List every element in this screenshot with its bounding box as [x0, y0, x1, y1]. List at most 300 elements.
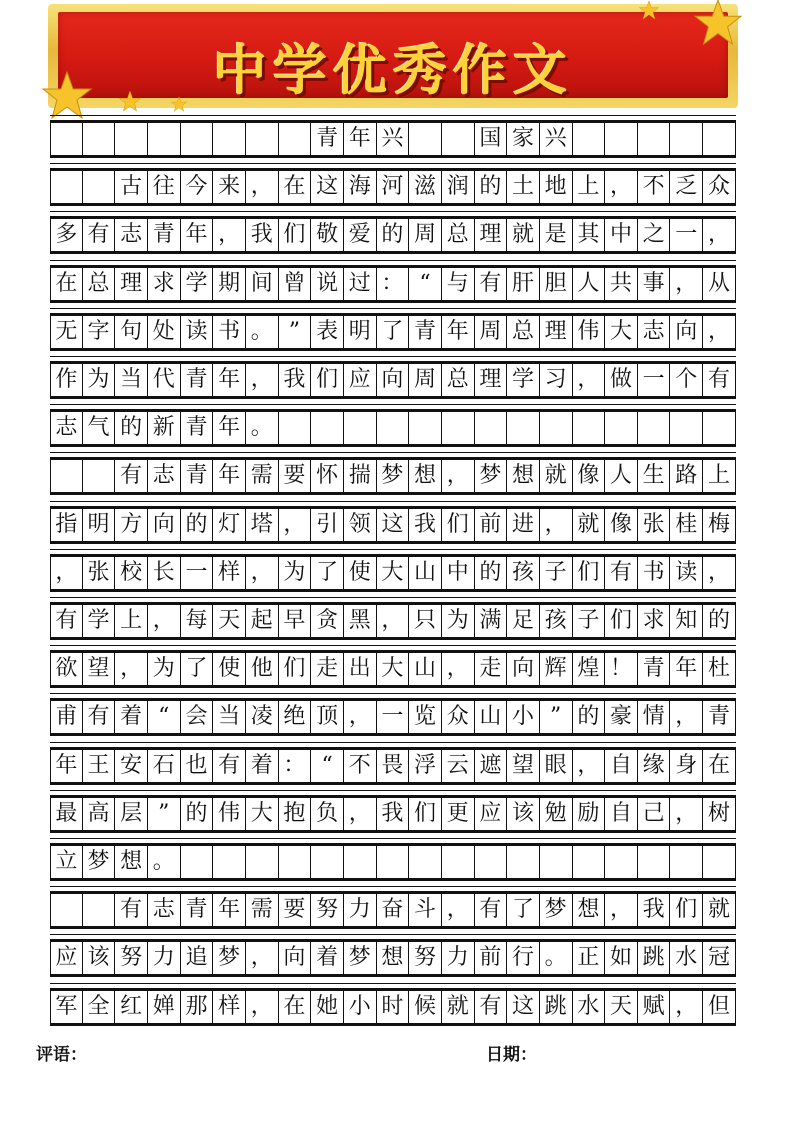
grid-cell: 辉 [540, 653, 573, 685]
grid-cell: ， [540, 509, 573, 541]
grid-cell: 领 [344, 509, 377, 541]
grid-cell: 山 [409, 653, 442, 685]
grid-cell: 上 [573, 171, 606, 203]
grid-cell: 怀 [311, 460, 344, 492]
grid-cell: 伟 [573, 316, 606, 348]
grid-cell [83, 460, 116, 492]
grid-cell: 读 [670, 557, 703, 589]
grid-cell: 浮 [409, 750, 442, 782]
grid-cell: 年 [442, 316, 475, 348]
grid-cell: 励 [573, 798, 606, 830]
grid-cell: 们 [279, 219, 312, 251]
grid-cell: 路 [670, 460, 703, 492]
grid-cell: 中 [442, 557, 475, 589]
grid-cell: 们 [279, 653, 312, 685]
grid-row [50, 795, 736, 833]
grid-cell: 力 [344, 894, 377, 926]
grid-row [50, 120, 736, 158]
grid-cell [50, 460, 83, 492]
grid-cell: 为 [83, 364, 116, 396]
grid-cell: 向 [670, 316, 703, 348]
grid-cell: 了 [311, 557, 344, 589]
grid-cell: 青 [181, 894, 214, 926]
grid-cell: 该 [83, 942, 116, 974]
grid-cell: 了 [377, 316, 410, 348]
grid-cell: 在 [279, 171, 312, 203]
grid-cell: 人 [573, 268, 606, 300]
grid-cell: 气 [83, 412, 116, 444]
grid-cell: 婵 [148, 991, 181, 1023]
grid-cell [670, 412, 703, 444]
grid-cell: 间 [246, 268, 279, 300]
grid-cell: 周 [409, 364, 442, 396]
grid-cell: 贪 [311, 605, 344, 637]
grid-cell [377, 846, 410, 878]
grid-cell: 时 [377, 991, 410, 1023]
grid-cell: 大 [605, 316, 638, 348]
grid-cell: 这 [377, 509, 410, 541]
grid-cell: 志 [115, 219, 148, 251]
grid-cell: 样 [213, 557, 246, 589]
grid-cell: 这 [311, 171, 344, 203]
grid-cell: 了 [181, 653, 214, 685]
grid-cell: 应 [50, 942, 83, 974]
grid-cell: 来 [213, 171, 246, 203]
grid-cell: 校 [115, 557, 148, 589]
grid-cell [703, 123, 736, 155]
grid-cell: 求 [148, 268, 181, 300]
grid-cell: 跳 [540, 991, 573, 1023]
grid-cell: 们 [442, 509, 475, 541]
grid-cell: 云 [442, 750, 475, 782]
grid-cell: ， [573, 750, 606, 782]
grid-cell [83, 894, 116, 926]
grid-cell: ， [246, 557, 279, 589]
grid-cell: 国 [475, 123, 508, 155]
grid-cell: 豪 [605, 701, 638, 733]
grid-cell: 年 [213, 460, 246, 492]
grid-cell: ” [540, 701, 573, 733]
grid-cell [181, 846, 214, 878]
grid-cell: 学 [507, 364, 540, 396]
grid-cell: 情 [638, 701, 671, 733]
grid-cell: ， [246, 171, 279, 203]
grid-cell [507, 846, 540, 878]
grid-cell: ， [703, 219, 736, 251]
grid-cell: 该 [507, 798, 540, 830]
grid-cell: 说 [311, 268, 344, 300]
grid-cell: 向 [377, 364, 410, 396]
grid-cell: 走 [475, 653, 508, 685]
grid-cell: 子 [573, 605, 606, 637]
grid-cell: 爱 [344, 219, 377, 251]
grid-cell: 候 [409, 991, 442, 1023]
grid-cell: 。 [148, 846, 181, 878]
grid-cell [83, 123, 116, 155]
grid-cell: 理 [475, 364, 508, 396]
grid-cell: 明 [83, 509, 116, 541]
grid-cell: 有 [475, 268, 508, 300]
grid-cell: 无 [50, 316, 83, 348]
grid-cell: 我 [246, 219, 279, 251]
grid-cell: 遮 [475, 750, 508, 782]
grid-cell: 就 [703, 894, 736, 926]
grid-cell: 求 [638, 605, 671, 637]
grid-cell: 胆 [540, 268, 573, 300]
grid-cell: 绝 [279, 701, 312, 733]
date-label: 日期： [486, 1045, 537, 1065]
grid-cell: 在 [279, 991, 312, 1023]
grid-cell: 学 [181, 268, 214, 300]
grid-cell: 梦 [475, 460, 508, 492]
grid-cell: ， [50, 557, 83, 589]
grid-cell: ， [670, 991, 703, 1023]
grid-cell: 着 [246, 750, 279, 782]
grid-cell: 最 [50, 798, 83, 830]
grid-cell [213, 846, 246, 878]
grid-cell: 不 [344, 750, 377, 782]
grid-cell: 做 [605, 364, 638, 396]
grid-cell: 总 [83, 268, 116, 300]
grid-cell [148, 123, 181, 155]
grid-cell: 古 [115, 171, 148, 203]
grid-cell: 有 [83, 219, 116, 251]
grid-cell: 滋 [409, 171, 442, 203]
grid-cell [213, 123, 246, 155]
grid-cell [605, 412, 638, 444]
grid-cell: 只 [409, 605, 442, 637]
grid-cell: 有 [475, 894, 508, 926]
grid-cell: 多 [50, 219, 83, 251]
grid-cell [83, 171, 116, 203]
grid-row [50, 409, 736, 447]
grid-cell: ” [148, 798, 181, 830]
grid-cell: 也 [181, 750, 214, 782]
grid-cell: 一 [377, 701, 410, 733]
grid-cell: 在 [703, 750, 736, 782]
grid-cell: 黑 [344, 605, 377, 637]
grid-cell: 缘 [638, 750, 671, 782]
grid-cell: 总 [442, 364, 475, 396]
grid-cell [638, 123, 671, 155]
grid-cell: 敬 [311, 219, 344, 251]
grid-cell: 应 [344, 364, 377, 396]
grid-cell: 张 [83, 557, 116, 589]
grid-cell: ” [279, 316, 312, 348]
grid-cell: 年 [213, 894, 246, 926]
grid-cell: 河 [377, 171, 410, 203]
grid-cell [638, 846, 671, 878]
grid-cell: 眼 [540, 750, 573, 782]
grid-cell: 在 [50, 268, 83, 300]
grid-cell: 期 [213, 268, 246, 300]
grid-cell: 有 [475, 991, 508, 1023]
grid-cell: 出 [344, 653, 377, 685]
grid-cell: “ [311, 750, 344, 782]
grid-cell: 前 [475, 509, 508, 541]
grid-cell: 高 [83, 798, 116, 830]
grid-cell: ！ [605, 653, 638, 685]
grid-cell: 红 [115, 991, 148, 1023]
grid-cell: 年 [670, 653, 703, 685]
grid-cell: 不 [638, 171, 671, 203]
title-banner [48, 4, 738, 108]
grid-cell: 想 [573, 894, 606, 926]
grid-cell: 使 [344, 557, 377, 589]
grid-cell: 大 [377, 557, 410, 589]
grid-cell [442, 846, 475, 878]
grid-cell: 年 [213, 364, 246, 396]
grid-row [50, 554, 736, 592]
grid-cell: 就 [507, 219, 540, 251]
grid-cell: ， [442, 460, 475, 492]
grid-cell: 就 [573, 509, 606, 541]
grid-cell: 自 [605, 798, 638, 830]
grid-cell: 读 [181, 316, 214, 348]
grid-cell: 山 [409, 557, 442, 589]
grid-cell: 自 [605, 750, 638, 782]
grid-cell: 们 [670, 894, 703, 926]
grid-cell: 句 [115, 316, 148, 348]
grid-cell: 杜 [703, 653, 736, 685]
grid-cell: 立 [50, 846, 83, 878]
grid-cell: 赋 [638, 991, 671, 1023]
grid-cell [50, 894, 83, 926]
grid-cell [50, 123, 83, 155]
grid-cell: 己 [638, 798, 671, 830]
grid-cell: ， [442, 894, 475, 926]
grid-cell: 着 [115, 701, 148, 733]
grid-cell: 为 [442, 605, 475, 637]
grid-cell: 明 [344, 316, 377, 348]
grid-cell: 一 [638, 364, 671, 396]
grid-cell: 青 [409, 316, 442, 348]
grid-cell: 顶 [311, 701, 344, 733]
grid-cell: 如 [605, 942, 638, 974]
grid-cell [475, 412, 508, 444]
grid-cell: 需 [246, 894, 279, 926]
grid-cell: 要 [279, 894, 312, 926]
grid-cell: 我 [377, 798, 410, 830]
grid-cell: 事 [638, 268, 671, 300]
grid-cell: 一 [181, 557, 214, 589]
grid-cell: 的 [475, 557, 508, 589]
grid-cell: 要 [279, 460, 312, 492]
grid-cell: ， [670, 798, 703, 830]
grid-cell [442, 412, 475, 444]
grid-cell: 向 [279, 942, 312, 974]
grid-cell: ， [377, 605, 410, 637]
grid-cell: 志 [148, 894, 181, 926]
grid-cell: 周 [475, 316, 508, 348]
grid-cell: 足 [507, 605, 540, 637]
grid-cell: 煌 [573, 653, 606, 685]
grid-cell: 曾 [279, 268, 312, 300]
grid-cell: 志 [638, 316, 671, 348]
grid-cell: 。 [246, 412, 279, 444]
grid-cell [409, 846, 442, 878]
grid-cell [50, 171, 83, 203]
grid-cell: 天 [213, 605, 246, 637]
grid-row [50, 216, 736, 254]
grid-cell: 抱 [279, 798, 312, 830]
grid-cell: 会 [181, 701, 214, 733]
grid-cell: ， [344, 798, 377, 830]
grid-cell: 进 [507, 509, 540, 541]
grid-cell: 望 [507, 750, 540, 782]
grid-cell [442, 123, 475, 155]
grid-cell: 知 [670, 605, 703, 637]
grid-cell [638, 412, 671, 444]
grid-cell [703, 412, 736, 444]
grid-cell: 书 [638, 557, 671, 589]
grid-cell: 有 [83, 701, 116, 733]
grid-cell: ， [670, 268, 703, 300]
grid-cell: 当 [213, 701, 246, 733]
banner-title: 中学优秀作文 [213, 39, 573, 102]
grid-cell: 众 [442, 701, 475, 733]
grid-cell: 张 [638, 509, 671, 541]
grid-cell [540, 412, 573, 444]
grid-cell: ： [279, 750, 312, 782]
grid-cell: 青 [703, 701, 736, 733]
grid-cell: 这 [507, 991, 540, 1023]
grid-cell: 方 [115, 509, 148, 541]
grid-cell: 的 [703, 605, 736, 637]
grid-cell: ， [279, 509, 312, 541]
grid-cell [246, 123, 279, 155]
grid-cell [344, 846, 377, 878]
grid-row [50, 843, 736, 881]
grid-cell [670, 123, 703, 155]
grid-cell: 凌 [246, 701, 279, 733]
grid-cell: 天 [605, 991, 638, 1023]
grid-cell: 众 [703, 171, 736, 203]
grid-cell: 润 [442, 171, 475, 203]
grid-cell: “ [148, 701, 181, 733]
grid-cell [573, 123, 606, 155]
grid-cell: 的 [573, 701, 606, 733]
grid-cell: 全 [83, 991, 116, 1023]
grid-cell: 有 [213, 750, 246, 782]
grid-cell [115, 123, 148, 155]
grid-cell: 安 [115, 750, 148, 782]
grid-cell: 石 [148, 750, 181, 782]
grid-cell [540, 846, 573, 878]
grid-row [50, 988, 736, 1026]
grid-cell: 有 [605, 557, 638, 589]
grid-cell: ， [605, 894, 638, 926]
grid-cell: 们 [311, 364, 344, 396]
grid-cell: 习 [540, 364, 573, 396]
grid-cell: 梦 [377, 460, 410, 492]
grid-cell: 年 [50, 750, 83, 782]
comment-label: 评语： [36, 1045, 87, 1065]
grid-cell: 军 [50, 991, 83, 1023]
grid-cell [279, 412, 312, 444]
grid-row [50, 747, 736, 785]
grid-cell: 指 [50, 509, 83, 541]
grid-cell: 每 [181, 605, 214, 637]
grid-cell: 山 [475, 701, 508, 733]
grid-cell: 想 [115, 846, 148, 878]
grid-cell: 伟 [213, 798, 246, 830]
grid-cell: 水 [670, 942, 703, 974]
grid-cell: 前 [475, 942, 508, 974]
grid-cell: 周 [409, 219, 442, 251]
grid-cell: 中 [605, 219, 638, 251]
grid-cell: 的 [181, 798, 214, 830]
grid-cell: 她 [311, 991, 344, 1023]
grid-cell [703, 846, 736, 878]
grid-cell: 像 [573, 460, 606, 492]
grid-cell: 样 [213, 991, 246, 1023]
grid-cell: 是 [540, 219, 573, 251]
grid-row [50, 891, 736, 929]
grid-cell: 有 [115, 894, 148, 926]
grid-cell: 作 [50, 364, 83, 396]
grid-cell: 奋 [377, 894, 410, 926]
grid-cell: 青 [181, 364, 214, 396]
grid-cell: 想 [507, 460, 540, 492]
grid-cell: 有 [703, 364, 736, 396]
grid-cell [475, 846, 508, 878]
grid-cell: 从 [703, 268, 736, 300]
grid-cell: 需 [246, 460, 279, 492]
grid-cell [573, 412, 606, 444]
grid-cell: 年 [181, 219, 214, 251]
grid-cell: ， [605, 171, 638, 203]
grid-cell: ， [213, 219, 246, 251]
grid-cell: 子 [540, 557, 573, 589]
grid-cell: 满 [475, 605, 508, 637]
grid-cell: 的 [115, 412, 148, 444]
grid-cell: 代 [148, 364, 181, 396]
grid-row [50, 939, 736, 977]
grid-cell: 像 [605, 509, 638, 541]
grid-cell [311, 846, 344, 878]
grid-cell: 理 [115, 268, 148, 300]
grid-cell: 青 [181, 412, 214, 444]
grid-cell: ， [442, 653, 475, 685]
grid-cell: 王 [83, 750, 116, 782]
grid-cell: 家 [507, 123, 540, 155]
grid-cell: 树 [703, 798, 736, 830]
grid-cell: 共 [605, 268, 638, 300]
grid-cell: 但 [703, 991, 736, 1023]
grid-cell [311, 412, 344, 444]
grid-cell: 与 [442, 268, 475, 300]
grid-cell: 大 [377, 653, 410, 685]
grid-cell [279, 846, 312, 878]
grid-cell: ： [377, 268, 410, 300]
grid-cell [573, 846, 606, 878]
grid-row [50, 457, 736, 495]
grid-cell: 有 [115, 460, 148, 492]
grid-cell: ， [246, 942, 279, 974]
grid-cell: 我 [409, 509, 442, 541]
grid-cell: 。 [246, 316, 279, 348]
grid-cell: 向 [507, 653, 540, 685]
grid-cell: 应 [475, 798, 508, 830]
grid-cell [344, 412, 377, 444]
grid-row [50, 650, 736, 688]
grid-cell: 书 [213, 316, 246, 348]
grid-cell: 想 [377, 942, 410, 974]
grid-cell: 人 [605, 460, 638, 492]
grid-cell: 桂 [670, 509, 703, 541]
grid-cell [670, 846, 703, 878]
